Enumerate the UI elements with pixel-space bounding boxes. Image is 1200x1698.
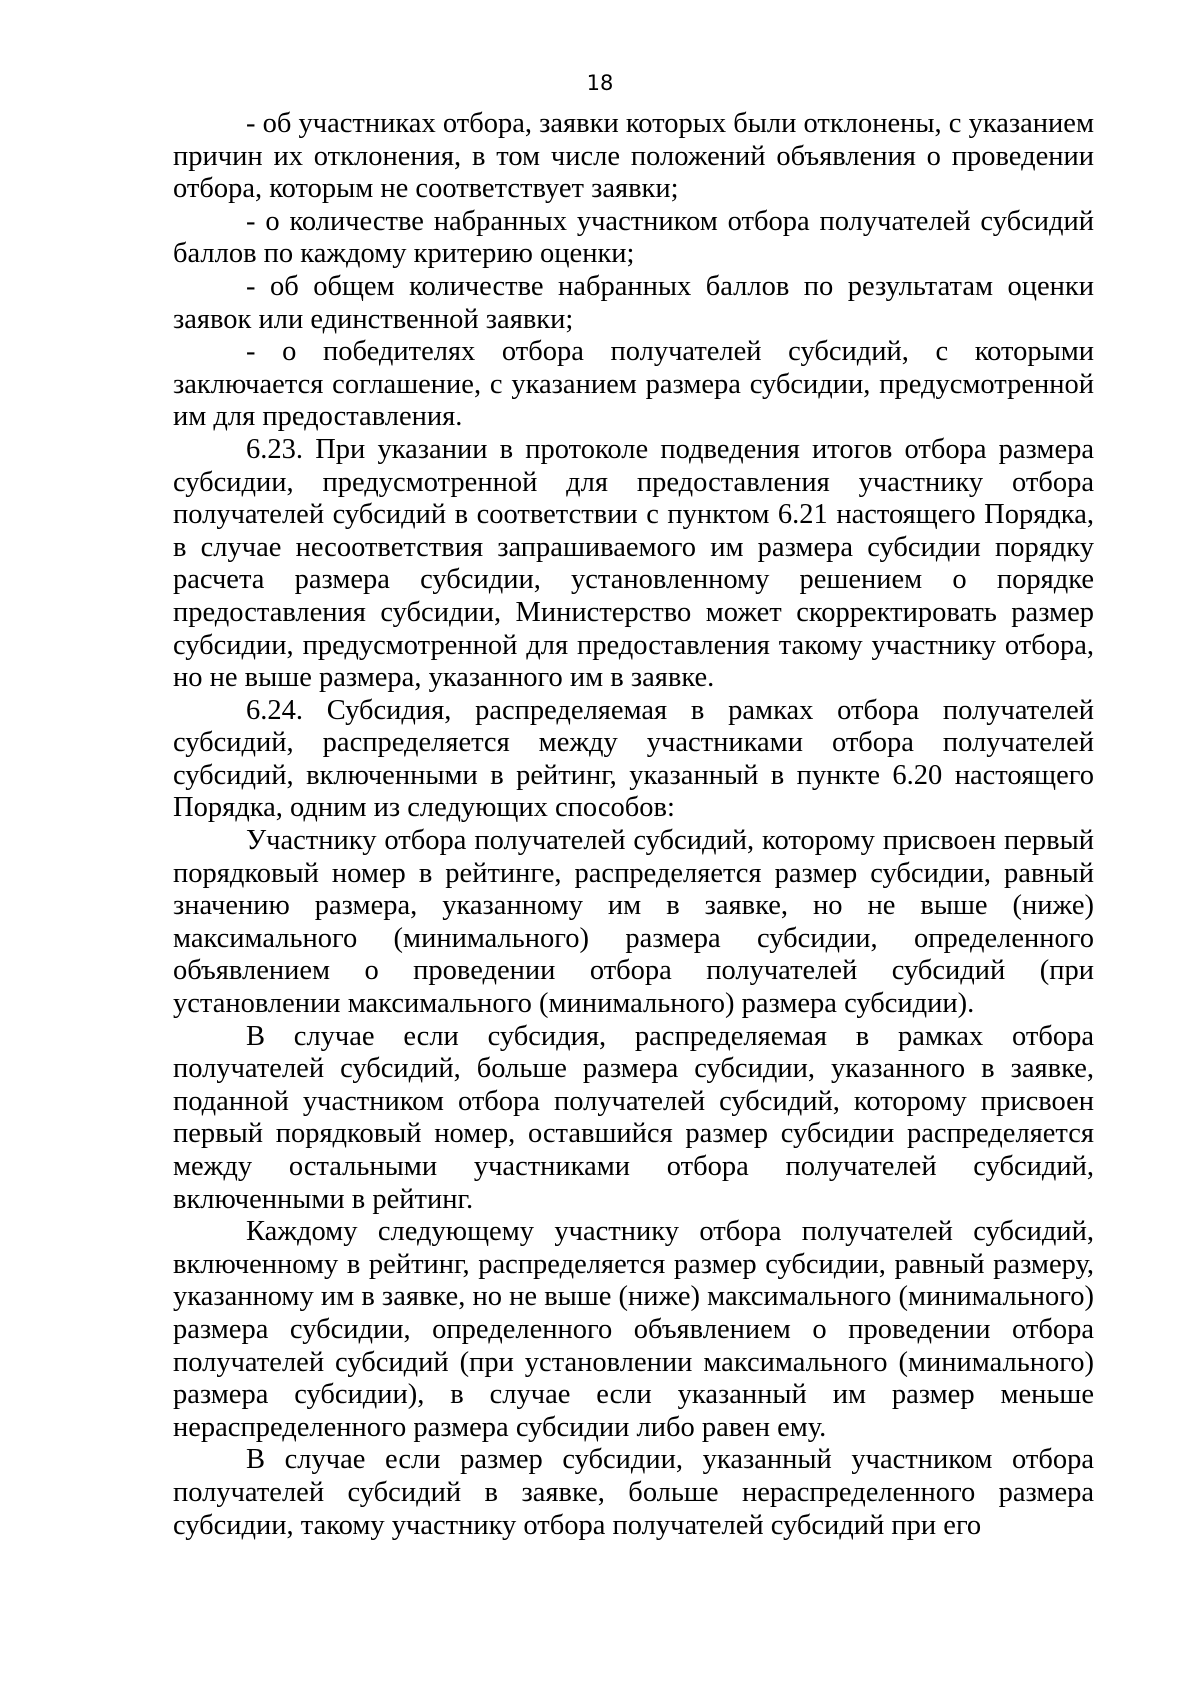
paragraph-6-23: 6.23. При указании в протоколе подведения итогов отбора размера субсидии, предусмотренной для предоставления участнику отбора получателей субсидий в соответствии с пунктом 6.21 настоящего Порядка, в случае несоответствия запрашиваемого им размера субсидии порядку расчета размера субсидии, установленному решением о порядке предоставления субсидии, Министерство может скорректировать размер субсидии, предусмотренной для предоставления такому участнику отбора, но не выше размера, указанного им в заявке. bbox=[173, 433, 1094, 694]
document-body bbox=[173, 108, 1094, 1542]
paragraph-winners: - о победителях отбора получателей субсидий, с которыми заключается соглашение, с указанием размера субсидии, предусмотренной им для предоставления. bbox=[173, 336, 1094, 433]
paragraph-first-participant: Участнику отбора получателей субсидий, которому присвоен первый порядковый номер в рейтинге, распределяется размер субсидии, равный значению размера, указанному им в заявке, но не выше (ниже) максимального (минимального) размера субсидии, определенного объявлением о проведении отбора получателей субсидий (при установлении максимального (минимального) размера субсидии). bbox=[173, 825, 1094, 1020]
paragraph-remaining-subsidy: В случае если субсидия, распределяемая в рамках отбора получателей субсидий, больше размера субсидии, указанного в заявке, поданной участником отбора получателей субсидий, которому присвоен первый порядковый номер, оставшийся размер субсидии распределяется между остальными участниками отбора получателей субсидий, включенными в рейтинг. bbox=[173, 1020, 1094, 1215]
paragraph-6-24: 6.24. Субсидия, распределяемая в рамках отбора получателей субсидий, распределяется между участниками отбора получателей субсидий, включенными в рейтинг, указанный в пункте 6.20 настоящего Порядка, одним из следующих способов: bbox=[173, 694, 1094, 824]
paragraph-total-points: - об общем количестве набранных баллов по результатам оценки заявок или единственной заявки; bbox=[173, 270, 1094, 335]
paragraph-criteria-points: - о количестве набранных участником отбора получателей субсидий баллов по каждому критерию оценки; bbox=[173, 205, 1094, 270]
page-number: 18 bbox=[586, 71, 614, 95]
paragraph-rejected-participants: - об участниках отбора, заявки которых были отклонены, с указанием причин их отклонения, в том числе положений объявления о проведении отбора, которым не соответствует заявки; bbox=[173, 108, 1094, 205]
paragraph-size-exceeds: В случае если размер субсидии, указанный участником отбора получателей субсидий в заявке, больше нераспределенного размера субсидии, такому участнику отбора получателей субсидий при его bbox=[173, 1444, 1094, 1541]
paragraph-each-next-participant: Каждому следующему участнику отбора получателей субсидий, включенному в рейтинг, распределяется размер субсидии, равный размеру, указанному им в заявке, но не выше (ниже) максимального (минимального) размера субсидии, определенного объявлением о проведении отбора получателей субсидий (при установлении максимального (минимального) размера субсидии), в случае если указанный им размер меньше нераспределенного размера субсидии либо равен ему. bbox=[173, 1216, 1094, 1443]
